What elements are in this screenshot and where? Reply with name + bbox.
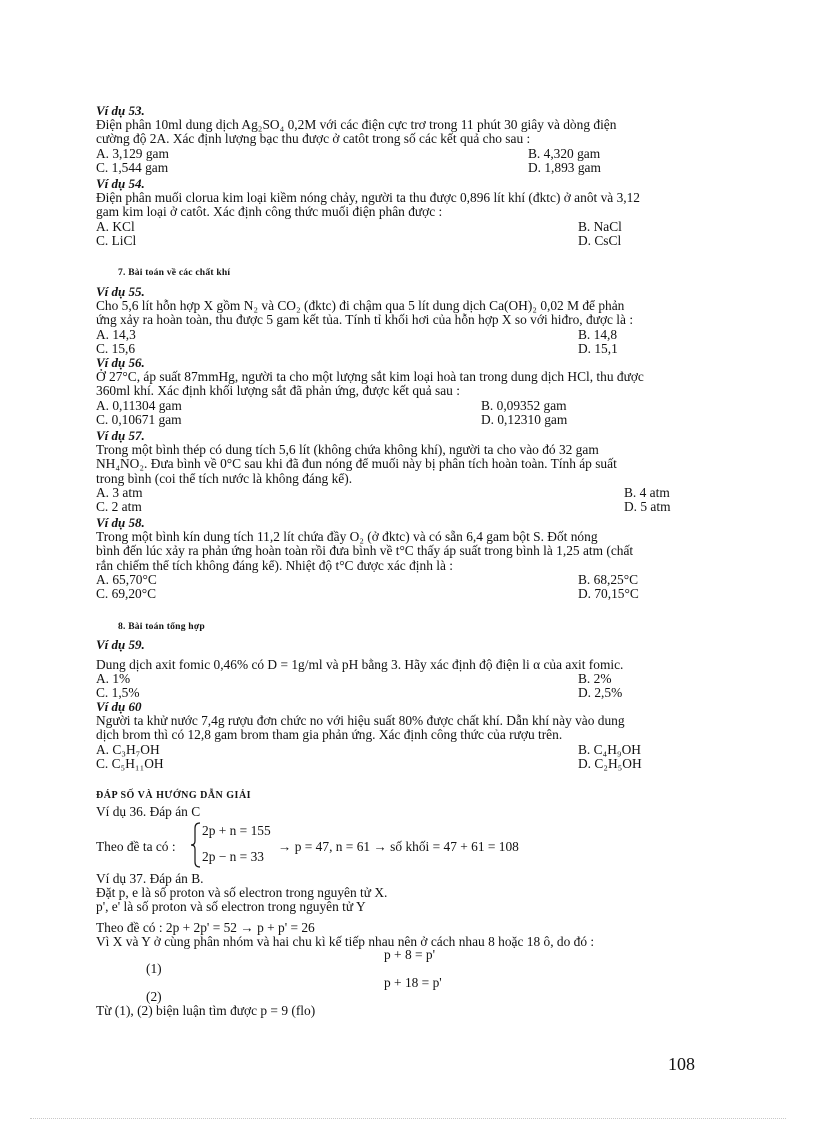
option-c: C. 0,10671 gam [96, 411, 182, 427]
option-b: B. 2% [578, 671, 612, 687]
example-54 [96, 177, 696, 248]
example-58 [96, 516, 696, 601]
answer-line: Từ (1), (2) biện luận tìm được p = 9 (flo) [96, 1003, 316, 1018]
formula-2-number: (2) [146, 989, 162, 1004]
example-title: Ví dụ 54. [96, 176, 145, 191]
option-c: C. 1,5% [96, 685, 140, 701]
option-c: C. 15,6 [96, 340, 136, 356]
option-b: B. 0,09352 gam [481, 397, 567, 413]
question-text: bình đến lúc xảy ra phản ứng hoàn toàn rồi đưa bình về t°C thấy áp suất trong bình là 1,25 atm (chất [96, 543, 634, 559]
brace-icon [190, 822, 202, 868]
answer-formulas [96, 948, 696, 1008]
question-text: Trong một bình kín dung tích 11,2 lít chứa đầy O₂ (ở đktc) và có sẵn 6,4 gam bột S. Đốt nóng [96, 529, 598, 545]
example-title: Ví dụ 59. [96, 637, 145, 652]
example-56 [96, 356, 696, 427]
question-text: Điện phân muối clorua kim loại kiềm nóng chảy, người ta thu được 0,896 lít khí (đktc) ở anôt và 3,12 [96, 190, 641, 206]
option-a: A. 65,70°C [96, 571, 157, 587]
example-title: Ví dụ 58. [96, 515, 145, 530]
option-a: A. 3,129 gam [96, 145, 169, 161]
option-c: C. 1,544 gam [96, 159, 169, 175]
formula-1: p + 8 = p' [384, 947, 435, 962]
answer-line: Đặt p, e là số proton và số electron trong nguyên tử X. [96, 885, 388, 901]
option-a: A. KCl [96, 218, 135, 234]
footer-divider [30, 1118, 786, 1119]
option-d: D. CsCl [578, 232, 622, 248]
question-text: Ở 27°C, áp suất 87mmHg, người ta cho một lượng sắt kim loại hoà tan trong dung dịch HCl, thu được [96, 369, 644, 385]
question-text: NH₄NO₂. Đưa bình về 0°C sau khi đã đun nóng để muối này bị phân tích hoàn toàn. Tính áp suất [96, 456, 617, 472]
answer-37 [96, 872, 696, 949]
answers-header: ĐÁP SỐ VÀ HƯỚNG DẪN GIẢI [96, 790, 252, 801]
question-text: trong bình (coi thể tích nước là không đáng kể). [96, 470, 353, 486]
section-heading: 8. Bài toán tổng hợp [118, 621, 205, 632]
question-text: gam kim loại ở catôt. Xác định công thức muối điện phân được : [96, 204, 443, 220]
option-b: B. 68,25°C [578, 571, 639, 587]
option-b: B. C₄H₉OH [578, 741, 641, 757]
example-title: Ví dụ 55. [96, 284, 145, 299]
question-text: cường độ 2A. Xác định lượng bạc thu được ở catôt trong số các kết quả cho sau : [96, 131, 531, 147]
example-57 [96, 429, 696, 514]
equation-result: → p = 47, n = 61 → số khối = 47 + 61 = 108 [278, 839, 519, 854]
formula-1-number: (1) [146, 961, 162, 976]
question-text: Cho 5,6 lít hỗn hợp X gồm N₂ và CO₂ (đktc) đi chậm qua 5 lít dung dịch Ca(OH)₂ 0,02 M để phản [96, 298, 625, 314]
option-b: B. NaCl [578, 218, 622, 234]
option-d: D. 1,893 gam [528, 159, 601, 175]
page-number: 108 [668, 1054, 695, 1074]
answers-section [96, 789, 696, 819]
option-a: A. C₃H₇OH [96, 741, 160, 757]
question-text: 360ml khí. Xác định khối lượng sắt đã phản ứng, được kết quả sau : [96, 383, 460, 399]
example-59 [96, 638, 696, 700]
equation-system [96, 822, 696, 870]
question-text: Người ta khử nước 7,4g rượu đơn chức no với hiệu suất 80% được chất khí. Dẫn khí này vào dung [96, 713, 625, 729]
section-8 [96, 620, 696, 634]
answer-line: Theo đề có : 2p + 2p' = 52 → p + p' = 26 [96, 919, 315, 935]
option-b: B. 4 atm [624, 484, 670, 500]
equation-prefix: Theo đề ta có : [96, 839, 176, 854]
question-text: Dung dịch axit fomic 0,46% có D = 1g/ml và pH bằng 3. Hãy xác định độ điện li α của axit fomic. [96, 657, 624, 673]
question-text: ứng xảy ra hoàn toàn, thu được 5 gam kết tủa. Tính tỉ khối hơi của hỗn hợp X so với hiđro, được là : [96, 312, 634, 328]
equation-top: 2p + n = 155 [202, 823, 271, 838]
question-text: Điện phân 10ml dung dịch Ag₂SO₄ 0,2M với các điện cực trơ trong 11 phút 30 giây và dòng điện [96, 117, 617, 133]
example-title: Ví dụ 53. [96, 103, 145, 118]
option-d: D. 5 atm [624, 498, 671, 514]
answer-36: Ví dụ 36. Đáp án C [96, 804, 201, 820]
option-c: C. C₅H₁₁OH [96, 755, 164, 771]
option-b: B. 4,320 gam [528, 145, 601, 161]
question-text: Trong một bình thép có dung tích 5,6 lít (không chứa không khí), người ta cho vào đó 32 gam [96, 442, 599, 458]
question-text: dịch brom thì có 12,8 gam brom tham gia phản ứng. Xác định công thức của rượu trên. [96, 727, 563, 743]
option-b: B. 14,8 [578, 326, 618, 342]
option-d: D. 15,1 [578, 340, 618, 356]
answer-line: Vì X và Y ở cùng phân nhóm và hai chu kì kế tiếp nhau nên ở cách nhau 8 hoặc 18 ô, do đó : [96, 933, 595, 949]
option-d: D. C₂H₅OH [578, 755, 642, 771]
option-a: A. 14,3 [96, 326, 136, 342]
example-55 [96, 285, 696, 356]
question-text: rắn chiếm thể tích không đáng kể). Nhiệt độ t°C được xác định là : [96, 557, 453, 573]
example-title: Ví dụ 57. [96, 428, 145, 443]
option-d: D. 0,12310 gam [481, 411, 568, 427]
section-heading: 7. Bài toán về các chất khí [118, 267, 231, 278]
formula-2: p + 18 = p' [384, 975, 442, 990]
option-a: A. 3 atm [96, 484, 143, 500]
example-title: Ví dụ 60 [96, 699, 142, 714]
option-a: A. 0,11304 gam [96, 397, 182, 413]
example-title: Ví dụ 56. [96, 355, 145, 370]
answer-conclusion [96, 1004, 696, 1018]
example-60 [96, 700, 696, 771]
equation-bottom: 2p − n = 33 [202, 849, 264, 864]
section-7 [96, 266, 696, 280]
answer-line: p', e' là số proton và số electron trong nguyên tử Y [96, 899, 366, 915]
option-c: C. 69,20°C [96, 585, 157, 601]
option-c: C. LiCl [96, 232, 137, 248]
answer-37-title: Ví dụ 37. Đáp án B. [96, 871, 204, 886]
option-d: D. 70,15°C [578, 585, 639, 601]
example-53 [96, 104, 696, 175]
option-a: A. 1% [96, 671, 131, 687]
option-c: C. 2 atm [96, 498, 142, 514]
option-d: D. 2,5% [578, 685, 623, 701]
